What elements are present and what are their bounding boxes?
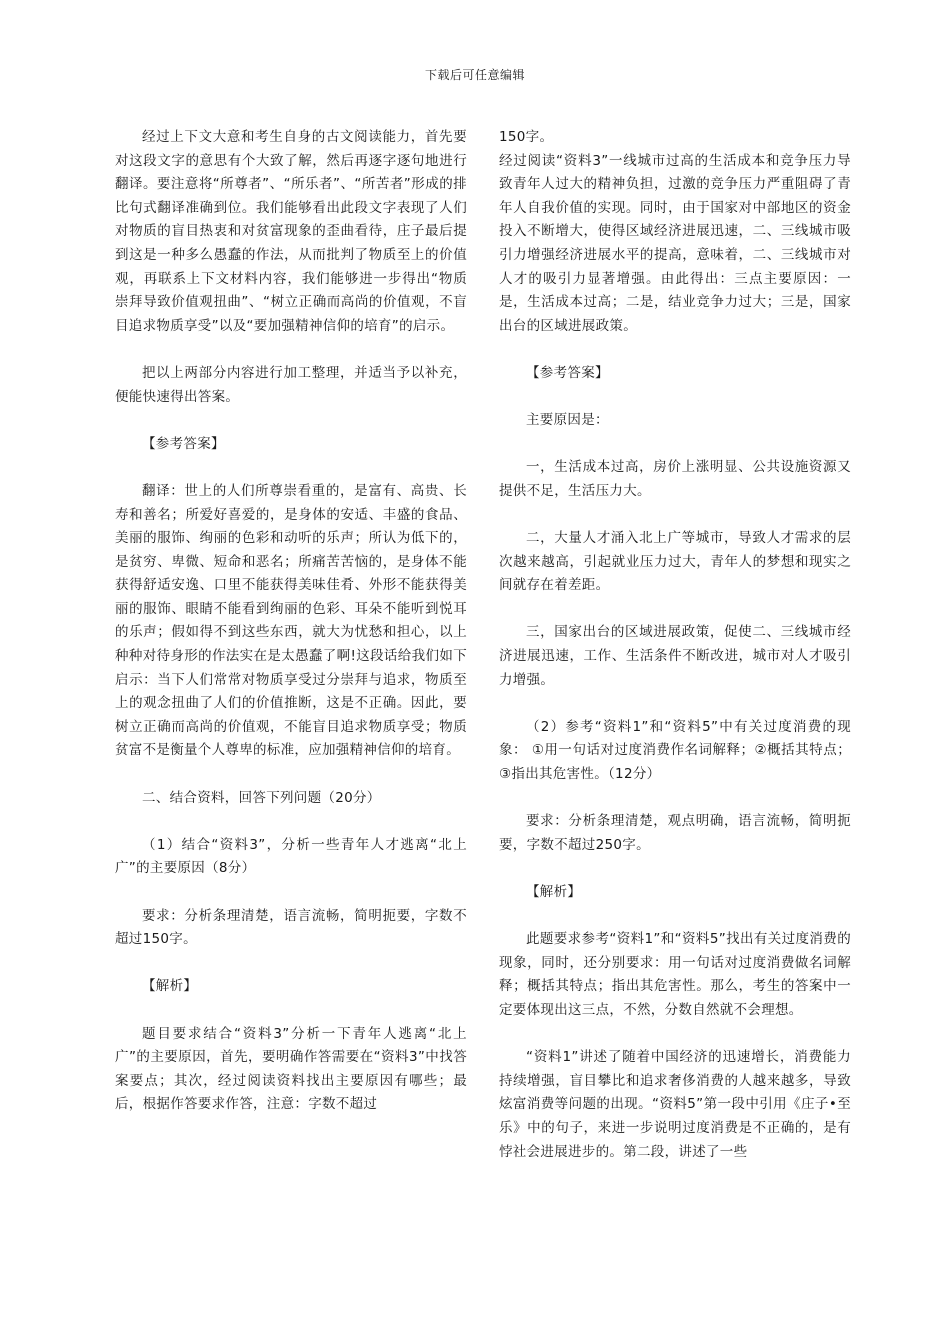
paragraph: 把以上两部分内容进行加工整理，并适当予以补充，便能快速得出答案。	[115, 364, 467, 405]
left-column	[115, 126, 467, 1117]
paragraph: 题目要求结合“资料3”分析一下青年人逃离“北上广”的主要原因，首先，要明确作答需要在“资料3”中找答案要点；其次，经过阅读资料找出主要原因有哪些；最后，根据作答要求作答，注意：字数不超过	[115, 1025, 467, 1113]
paragraph: 三，国家出台的区域进展政策，促使二、三线城市经济进展迅速，工作、生活条件不断改进，城市对人才吸引力增强。	[499, 624, 851, 688]
paragraph: 二，大量人才涌入北上广等城市，导致人才需求的层次越来越高，引起就业压力过大，青年人的梦想和现实之间就存在着差距。	[499, 530, 851, 594]
requirement: 要求：分析条理清楚，观点明确，语言流畅，简明扼要，字数不超过250字。	[499, 813, 851, 853]
right-column	[499, 126, 851, 1164]
requirement: 要求：分析条理清楚，语言流畅，简明扼要，字数不超过150字。	[115, 907, 467, 948]
paragraph: 经过阅读“资料3”一线城市过高的生活成本和竞争压力导致青年人过大的精神负担，过激的竞争压力严重阻碍了青年人自我价值的实现。同时，由于国家对中部地区的资金投入不断增大，使得区域经济进展迅速，二、三线城市吸引力增强经济进展水平的提高，意味着，二、三线城市对人才的吸引力显著增强。由此得出：三点主要原因：一是，生活成本过高；二是，结业竞争力过大；三是，国家出台的区域进展政策。	[499, 152, 851, 334]
section-heading: 【参考答案】	[142, 435, 225, 452]
question: （2）参考“资料1”和“资料5”中有关过度消费的现象： ①用一句话对过度消费作名词解释；②概括其特点；③指出其危害性。（12分）	[499, 718, 851, 783]
question-heading: 二、结合资料，回答下列问题（20分）	[142, 789, 381, 806]
question: （1）结合“资料3”，分析一些青年人才逃离“北上广”的主要原因（8分）	[115, 836, 467, 877]
paragraph: “资料1”讲述了随着中国经济的迅速增长，消费能力持续增强，盲目攀比和追求奢侈消费的人越来越多，导致炫富消费等问题的出现。“资料5”第一段中引用《庄子•至乐》中的句子，来进一步说明过度消费是不正确的，是有悖社会进展进步的。第二段，讲述了一些	[499, 1049, 851, 1160]
paragraph: 翻译：世上的人们所尊崇看重的，是富有、高贵、长寿和善名；所爱好喜爱的，是身体的安适、丰盛的食品、美丽的服饰、绚丽的色彩和动听的乐声；所认为低下的，是贫穷、卑微、短命和恶名；所痛苦苦恼的，是身体不能获得舒适安逸、口里不能获得美味佳肴、外形不能获得美丽的服饰、眼睛不能看到绚丽的色彩、耳朵不能听到悦耳的乐声；假如得不到这些东西，就大为忧愁和担心，以上种种对待身形的作法实在是太愚蠢了啊!这段话给我们如下启示：当下人们常常对物质享受过分崇拜与追求，物质至上的观念扭曲了人们的价值推断，这是不正确。因此，要树立正确而高尚的价值观，不能盲目追求物质享受；物质贫富不是衡量个人尊卑的标准，应加强精神信仰的培育。	[115, 482, 467, 759]
paragraph: 经过上下文大意和考生自身的古文阅读能力，首先要对这段文字的意思有个大致了解，然后再逐字逐句地进行翻译。要注意将“所尊者”、“所乐者”、“所苦者”形成的排比句式翻译准确到位。我们能够看出此段文字表现了人们对物质的盲目热衷和对贫富现象的歪曲看待，庄子最后提到这是一种多么愚蠢的作法，从而批判了物质至上的价值观，再联系上下文材料内容，我们能够进一步得出“物质崇拜导致价值观扭曲”、“树立正确而高尚的价值观，不盲目追求物质享受”以及“要加强精神信仰的培育”的启示。	[115, 129, 467, 334]
page-header: 下载后可任意编辑	[424, 68, 525, 82]
section-heading: 【解析】	[526, 884, 582, 900]
paragraph: 主要原因是：	[526, 412, 609, 429]
paragraph: 一，生活成本过高，房价上涨明显、公共设施资源又提供不足，生活压力大。	[499, 459, 851, 499]
section-heading: 【参考答案】	[526, 364, 609, 381]
paragraph: 150字。	[499, 129, 554, 145]
section-heading: 【解析】	[142, 978, 198, 995]
paragraph: 此题要求参考“资料1”和“资料5”找出有关过度消费的现象，同时，还分别要求：用一句话对过度消费做名词解释；概括其特点；指出其危害性。那么，考生的答案中一定要体现出这三点，不然，分数自然就不会理想。	[499, 931, 851, 1018]
